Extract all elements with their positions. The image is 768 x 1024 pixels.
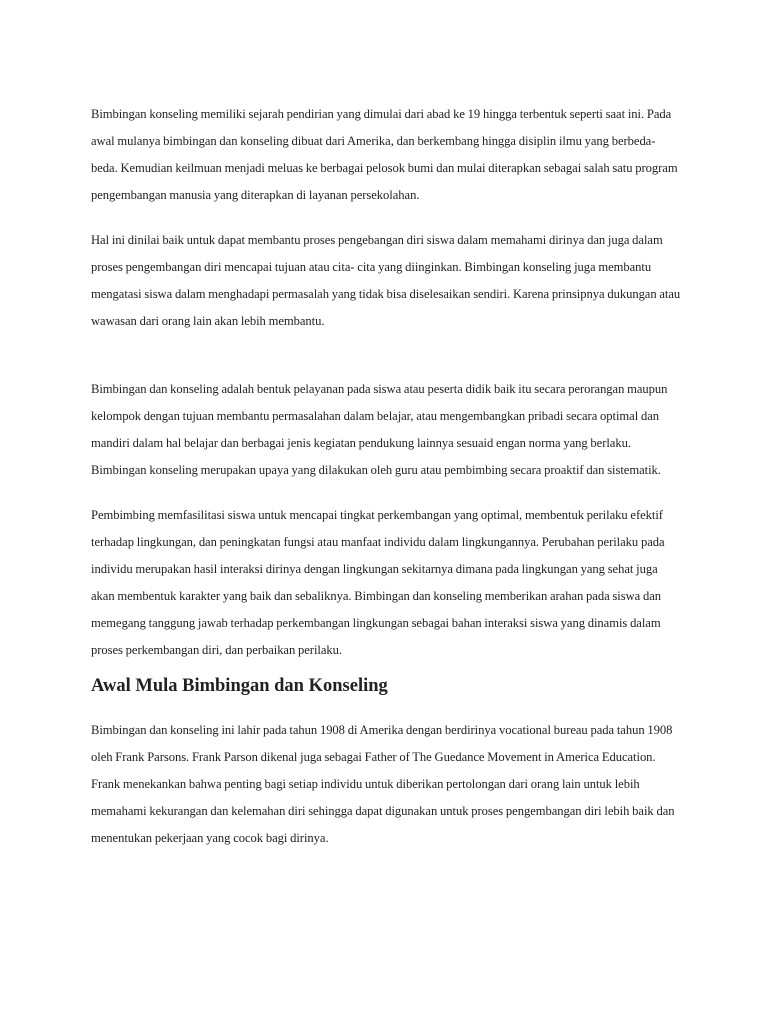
paragraph-history-intro: Bimbingan konseling memiliki sejarah pendirian yang dimulai dari abad ke 19 hingga terbentuk seperti saat ini. Pada awal mulanya bimbingan dan konseling dibuat dari Amerika, dan berkembang hingga disiplin ilmu yang berbeda- beda. Kemudian keilmuan menjadi meluas ke berbagai pelosok bumi dan mulai diterapkan sebagai salah satu program pengembangan manusia yang diterapkan di layanan persekolahan. (91, 107, 678, 202)
paragraph-facilitation: Pembimbing memfasilitasi siswa untuk mencapai tingkat perkembangan yang optimal, membentuk perilaku efektif terhadap lingkungan, dan peningkatan fungsi atau manfaat individu dalam lingkungannya. Perubahan perilaku pada individu merupakan hasil interaksi dirinya dengan lingkungan sekitarnya dimana pada lingkungan yang sehat juga akan membentuk karakter yang baik dan sebaliknya. Bimbingan dan konseling memberikan arahan pada siswa dan memegang tanggung jawab terhadap perkembangan lingkungan sebagai bahan interaksi siswa yang dinamis dalam proses perkembangan diri, dan perbaikan perilaku. (91, 508, 665, 657)
paragraph-definition: Bimbingan dan konseling adalah bentuk pelayanan pada siswa atau peserta didik baik itu secara perorangan maupun kelompok dengan tujuan membantu permasalahan dalam belajar, atau mengembangkan pribadi secara optimal dan mandiri dalam hal belajar dan berbagai jenis kegiatan pendukung lainnya sesuaid engan norma yang berlaku. Bimbingan konseling merupakan upaya yang dilakukan oleh guru atau pembimbing secara proaktif dan sistematik. (91, 382, 668, 477)
paragraph-self-development: Hal ini dinilai baik untuk dapat membantu proses pengebangan diri siswa dalam memahami dirinya dan juga dalam proses pengembangan diri mencapai tujuan atau cita- cita yang diinginkan. Bimbingan konseling juga membantu mengatasi siswa dalam menghadapi permasalah yang tidak bisa diselesaikan sendiri. Karena prinsipnya dukungan atau wawasan dari orang lain akan lebih membantu. (91, 233, 681, 328)
section-heading: Awal Mula Bimbingan dan Konseling (91, 676, 388, 696)
document-body (91, 101, 683, 852)
paragraph-origin: Bimbingan dan konseling ini lahir pada tahun 1908 di Amerika dengan berdirinya vocational bureau pada tahun 1908 oleh Frank Parsons. Frank Parson dikenal juga sebagai Father of The Guedance Movement in America Education. Frank menekankan bahwa penting bagi setiap individu untuk diberikan pertolongan dari orang lain untuk lebih memahami kekurangan dan kelemahan diri sehingga dapat digunakan untuk proses pengembangan diri lebih baik dan menentukan pekerjaan yang cocok bagi dirinya. (91, 723, 675, 845)
